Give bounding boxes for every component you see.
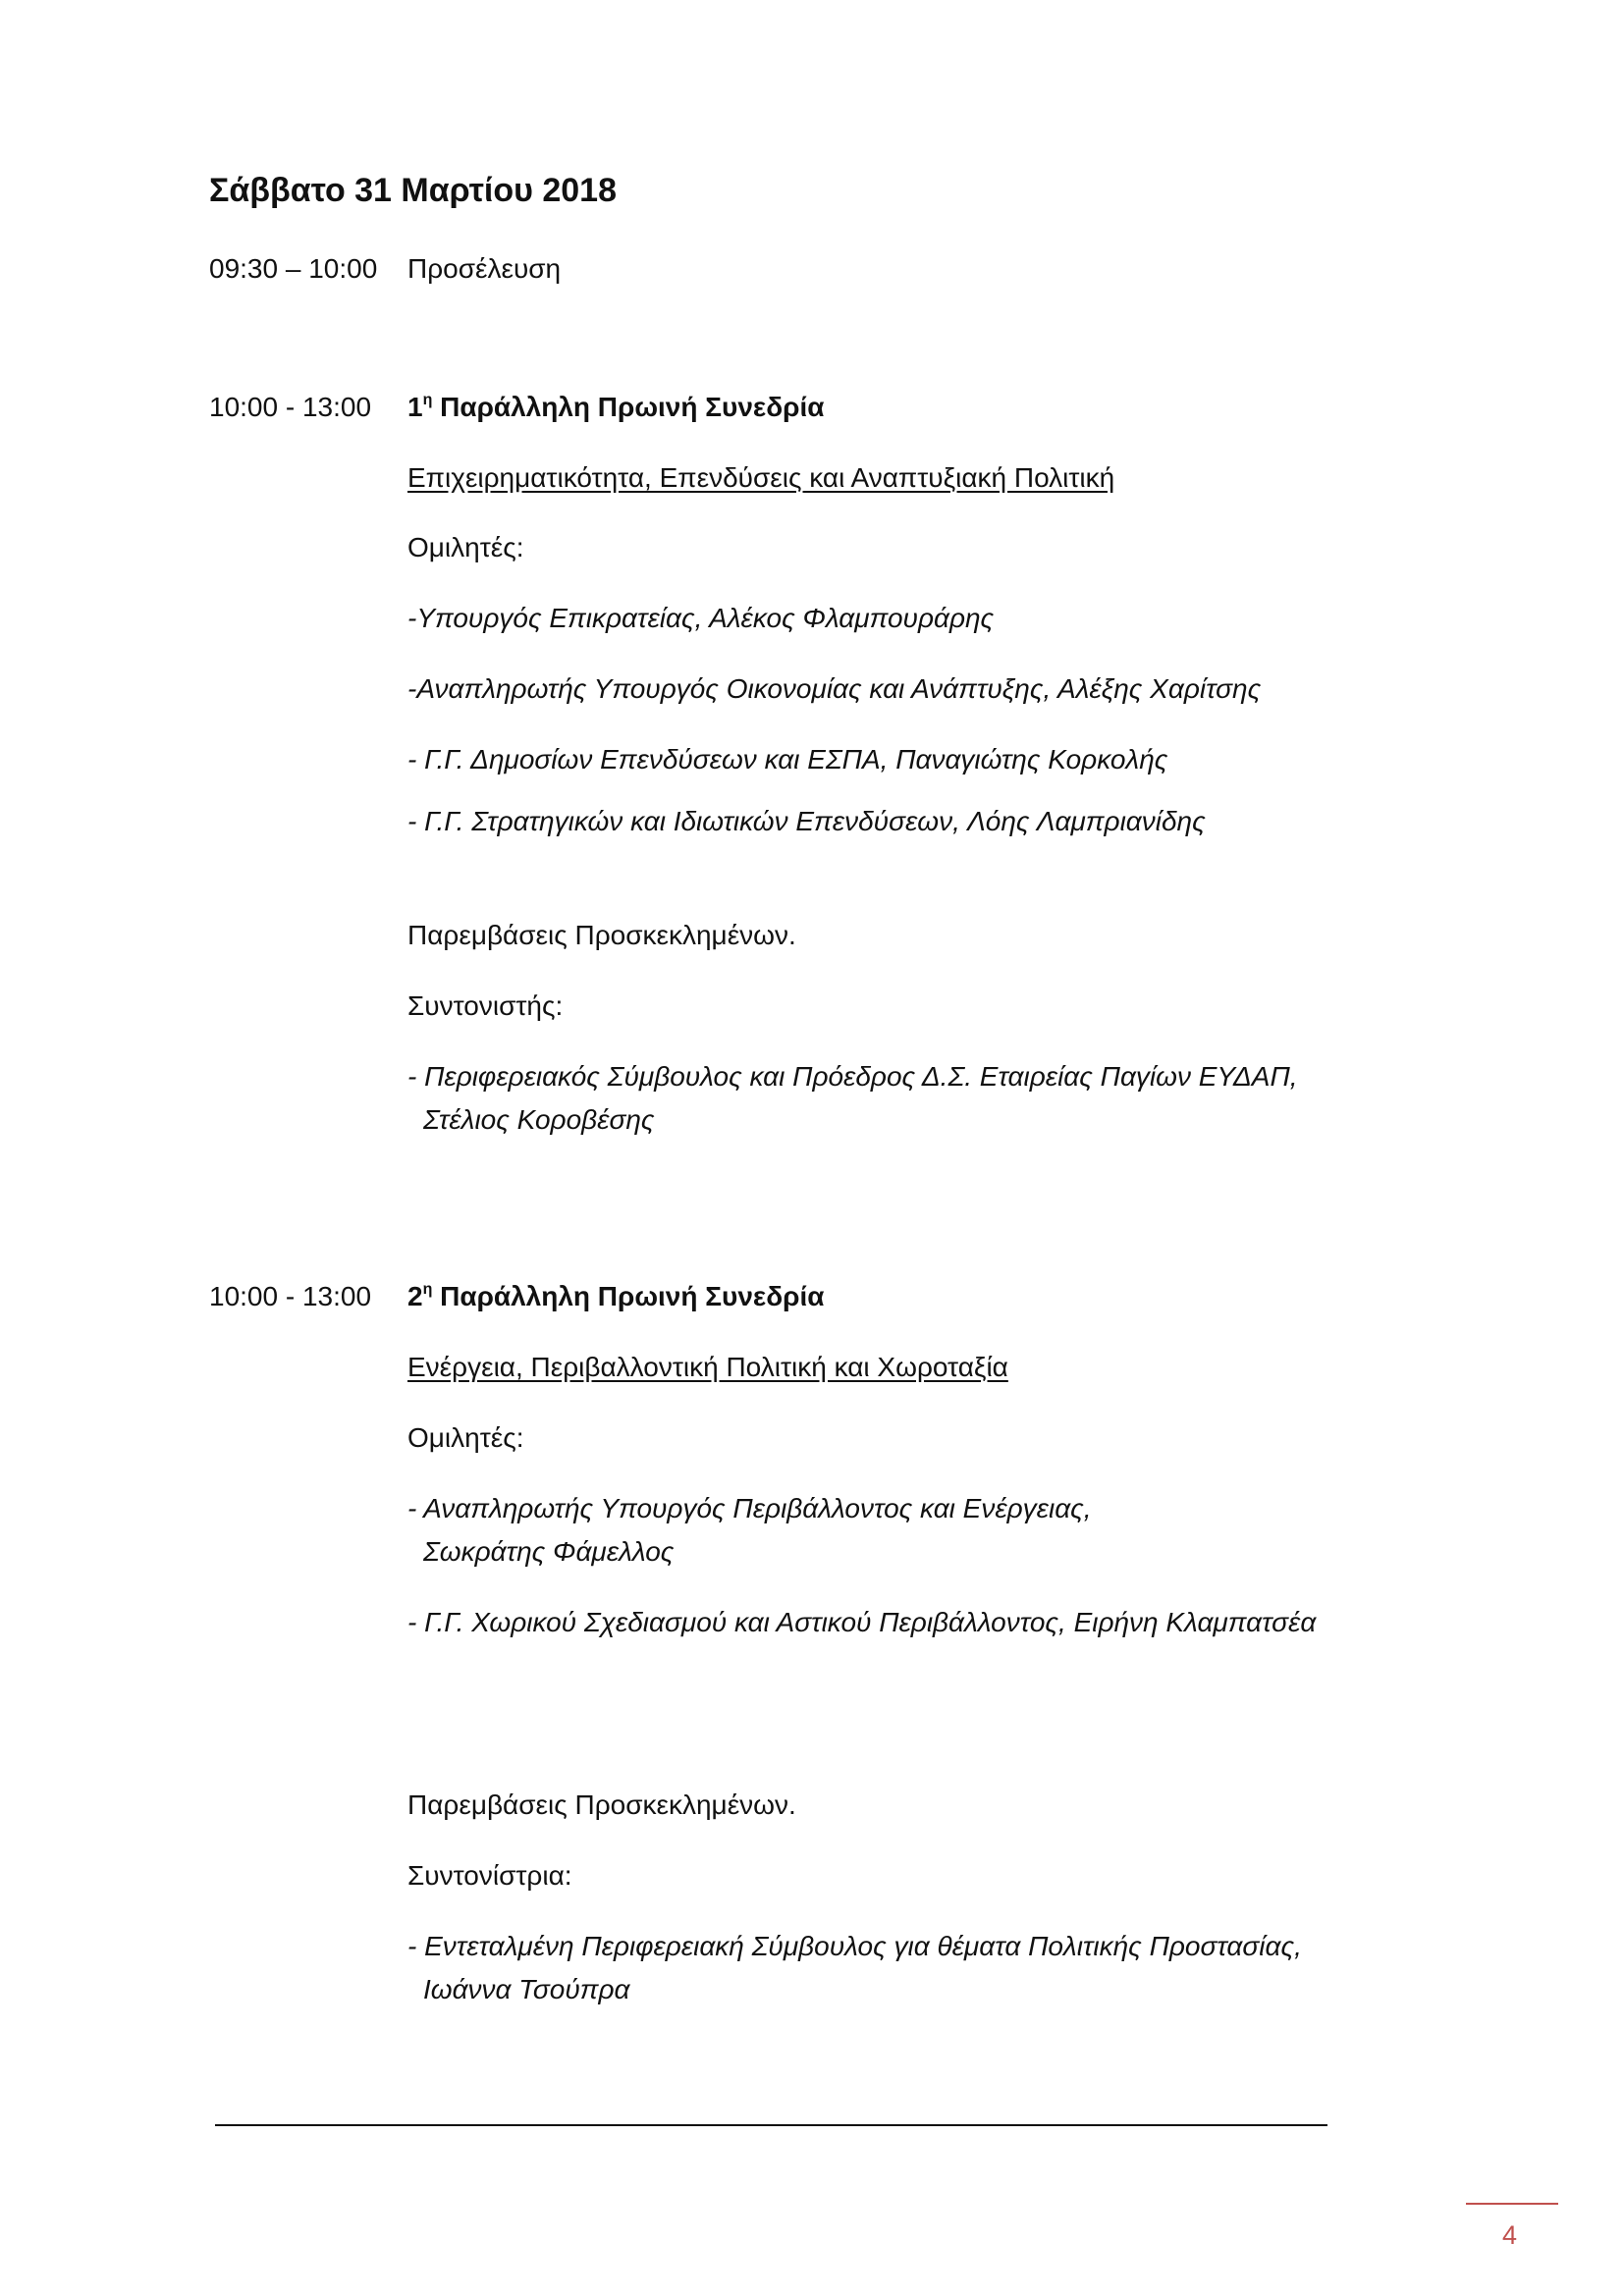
session-1-speakers-label: Ομιλητές: [407, 532, 524, 562]
arrival-label: Προσέλευση [407, 253, 562, 284]
session-1-number: 1 [407, 392, 423, 422]
session-2-speaker: - Αναπληρωτής Υπουργός Περιβάλλοντος και Ενέργειας, [407, 1493, 1092, 1523]
session-2-title-text: Παράλληλη Πρωινή Συνεδρία [432, 1281, 825, 1311]
page-number-rule [1466, 2203, 1558, 2205]
session-1-ordinal: η [422, 392, 433, 408]
session-2-moderator-name: Ιωάννα Τσούπρα [423, 1974, 630, 2004]
session-2-moderator: - Εντεταλμένη Περιφερειακή Σύμβουλος για θέματα Πολιτικής Προστασίας, [407, 1931, 1302, 1961]
session-1-interventions: Παρεμβάσεις Προσκεκλημένων. [407, 920, 796, 950]
session-2-speaker: - Γ.Γ. Χωρικού Σχεδιασμού και Αστικού Περιβάλλοντος, Ειρήνη Κλαμπατσέα [407, 1607, 1317, 1637]
section-divider [215, 2124, 1327, 2126]
session-2-theme: Ενέργεια, Περιβαλλοντική Πολιτική και Χωροταξία [407, 1352, 1008, 1382]
session-1-speaker: -Αναπληρωτής Υπουργός Οικονομίας και Ανάπτυξης, Αλέξης Χαρίτσης [407, 673, 1262, 704]
session-1-theme: Επιχειρηματικότητα, Επενδύσεις και Αναπτυξιακή Πολιτική [407, 462, 1115, 493]
session-2-moderator-label: Συντονίστρια: [407, 1860, 572, 1891]
session-2-time: 10:00 - 13:00 [209, 1281, 372, 1311]
page-number: 4 [1502, 2220, 1518, 2250]
session-1-speaker: - Γ.Γ. Δημοσίων Επενδύσεων και ΕΣΠΑ, Παναγιώτης Κορκολής [407, 744, 1168, 774]
session-1-time: 10:00 - 13:00 [209, 392, 372, 422]
session-1-speaker: -Υπουργός Επικρατείας, Αλέκος Φλαμπουράρης [407, 603, 995, 633]
session-2-title [407, 1278, 825, 1315]
session-1-title-text: Παράλληλη Πρωινή Συνεδρία [432, 392, 825, 422]
session-2-interventions: Παρεμβάσεις Προσκεκλημένων. [407, 1789, 796, 1820]
day-heading: Σάββατο 31 Μαρτίου 2018 [209, 172, 617, 209]
session-2-number: 2 [407, 1281, 423, 1311]
session-1-moderator-label: Συντονιστής: [407, 990, 564, 1021]
arrival-time: 09:30 – 10:00 [209, 253, 378, 284]
session-1-moderator-name: Στέλιος Κοροβέσης [423, 1104, 655, 1135]
session-1-title [407, 389, 825, 426]
session-2-speakers-label: Ομιλητές: [407, 1422, 524, 1453]
session-2-speaker-name: Σωκράτης Φάμελλος [423, 1536, 675, 1567]
session-2-ordinal: η [422, 1281, 433, 1298]
session-1-speaker: - Γ.Γ. Στρατηγικών και Ιδιωτικών Επενδύσεων, Λόης Λαμπριανίδης [407, 806, 1206, 836]
session-1-moderator: - Περιφερειακός Σύμβουλος και Πρόεδρος Δ.Σ. Εταιρείας Παγίων ΕΥΔΑΠ, [407, 1061, 1298, 1092]
